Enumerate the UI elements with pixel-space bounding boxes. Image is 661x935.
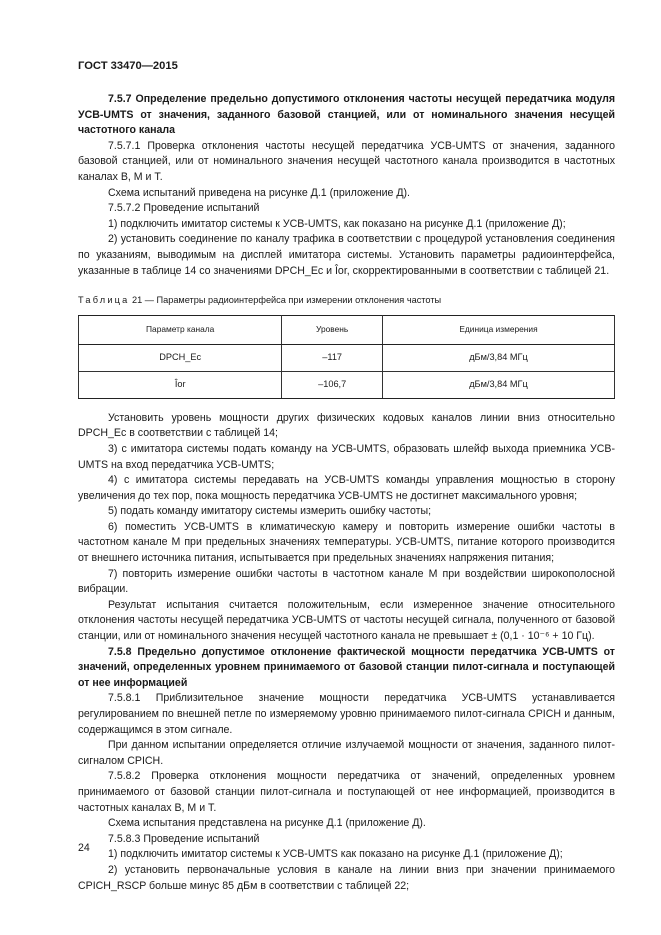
paragraph: 2) установить соединение по каналу трафика в соответствии с процедурой установления соединения по указаниям, выводимым на дисплей имитатора системы. Установить параметры радиоинтерфейса, указанные в таблице 14 со значениями DPCH_Ec и Îor, скорректированными в соответствии с таблицей 21. [78,233,615,277]
parameters-table [78,315,615,399]
paragraph: 3) с имитатора системы подать команду на УСВ-UMTS, образовать шлейф выхода приемника УСВ-UMTS на вход передатчика УСВ-UMTS; [78,442,615,471]
document-body [78,92,615,894]
paragraph: 5) подать команду имитатору системы измерить ошибку частоты; [108,505,432,518]
paragraph: Результат испытания считается положительным, если измеренное значение относительного отклонения частоты несущей передатчика УСВ-UMTS от частоты несущей сигнала, полученного от базовой станции, или от номинального значения несущей частотного канала не превышает ± (0,1 · 10⁻⁶ + 10 Гц). [78,598,615,643]
table-cell: Îor [79,371,282,398]
page-number: 24 [78,842,90,854]
paragraph: 7) повторить измерение ошибки частоты в частотном канале M при воздействии широкополосной вибрации. [78,567,615,596]
paragraph: 7.5.7.1 Проверка отклонения частоты несущей передатчика УСВ-UMTS от значения, заданного базовой станцией, или от номинального значения несущей частотного канала производится в частотных каналах B, M и T. [78,139,615,183]
table-header-row [79,315,615,344]
paragraph: 7.5.8.3 Проведение испытаний [108,832,260,845]
paragraph: 7.5.8.2 Проверка отклонения мощности передатчика от значений, определенных уровнем принимаемого от базовой станции пилот-сигнала и поступающей от нее информацией, производится в частотных каналах B, M и T. [78,770,615,814]
paragraph: 1) подключить имитатор системы к УСВ-UMTS, как показано на рисунке Д.1 (приложение Д); [108,217,566,230]
paragraph: 4) с имитатора системы передавать на УСВ-UMTS команды управления мощностью в сторону увеличения до тех пор, пока мощность передатчика УСВ-UMTS не достигнет максимального уровня; [78,474,615,502]
column-header: Параметр канала [79,315,282,344]
section-heading: 7.5.8 Предельно допустимое отклонение фактической мощности передатчика УСВ-UMTS от значений, определенных уровнем принимаемого от базовой станции пилот-сигнала и поступающей от нее информацией [78,645,615,689]
paragraph: Установить уровень мощности других физических кодовых каналов линии вниз относительно DPCH_Ec в соответствии с таблицей 14; [78,411,615,440]
paragraph: 1) подключить имитатор системы к УСВ-UMTS как показано на рисунке Д.1 (приложение Д); [108,848,563,861]
table-cell: –106,7 [282,371,383,398]
paragraph: При данном испытании определяется отличие излучаемой мощности от значения, заданного пилот-сигналом CPICH. [78,739,615,767]
section-heading: 7.5.7 Определение предельно допустимого отклонения частоты несущей передатчика модуля УСВ-UMTS от значения, заданного базовой станцией, или от номинального значения несущей частотного канала [78,93,615,137]
table-cell: дБм/3,84 МГц [382,371,614,398]
table-row [79,344,615,371]
column-header: Единица измерения [382,315,614,344]
text-section-a [78,92,615,279]
column-header: Уровень [282,315,383,344]
paragraph: Схема испытаний приведена на рисунке Д.1 (приложение Д). [108,186,410,199]
table-cell: –117 [282,344,383,371]
paragraph: 7.5.8.1 Приблизительное значение мощности передатчика УСВ-UMTS устанавливается регулированием по внешней петле по измеряемому уровню принимаемого пилот-сигнала CPICH и данным, содержащимся в этом сигнале. [78,692,615,736]
document-header: ГОСТ 33470—2015 [78,60,178,72]
text-section-b [78,411,615,894]
paragraph: 6) поместить УСВ-UMTS в климатическую камеру и повторить измерение ошибки частоты в частотном канале M при предельных значениях температуры. УСВ-UMTS, питание которого производится от внешнего источника питания, испытывается при предельных значениях напряжения питания; [78,520,615,565]
paragraph: 2) установить первоначальные условия в канале на линии вниз при значении принимаемого CPICH_RSCP больше минус 85 дБм в соответствии с таблицей 22; [78,863,615,892]
table-cell: DPCH_Ec [79,344,282,371]
paragraph: 7.5.7.2 Проведение испытаний [108,202,260,215]
paragraph: Схема испытания представлена на рисунке Д.1 (приложение Д). [108,817,426,830]
table-row [79,371,615,398]
table-caption [78,293,615,309]
table-cell: дБм/3,84 МГц [382,344,614,371]
table-caption-prefix: Таблица [78,295,130,306]
table-caption-title: 21 — Параметры радиоинтерфейса при измерении отклонения частоты [129,295,442,306]
